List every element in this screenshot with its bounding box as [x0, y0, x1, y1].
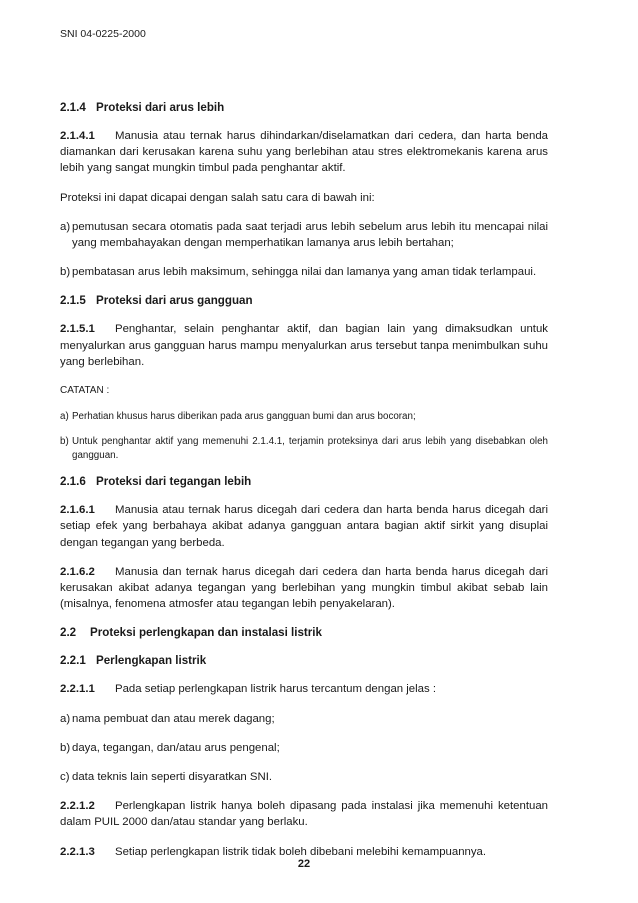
clause-number: 2.1.6.1: [60, 504, 95, 517]
paragraph: [60, 502, 548, 551]
section-number: 2.2.1: [60, 654, 86, 668]
clause-number: 2.2.1.3: [60, 845, 95, 858]
paragraph-text: Pada setiap perlengkapan listrik harus tercantum dengan jelas :: [115, 683, 437, 696]
section-number: 2.1.5: [60, 294, 86, 308]
list-item: [60, 264, 548, 280]
paragraph-text: Perlengkapan listrik hanya boleh dipasang pada instalasi jika memenuhi ketentuan dalam PUIL 2000 dan/atau standar yang berlaku.: [60, 800, 548, 829]
document-page: [60, 0, 548, 903]
list-text: Perhatian khusus harus diberikan pada arus gangguan bumi dan arus bocoran;: [72, 411, 416, 423]
section-heading: [60, 100, 548, 115]
list-item: [60, 711, 548, 727]
paragraph-text: Manusia atau ternak harus dihindarkan/diselamatkan dari cedera, dan harta benda diamankan dari kerusakan karena suhu yang berlebihan atau stres elektromekanis karena arus lebih yang sangat mungkin timbul pada penghantar aktif.: [60, 130, 548, 175]
section-title: Proteksi dari arus lebih: [96, 101, 225, 114]
paragraph: [60, 798, 548, 830]
list-item: [60, 740, 548, 756]
list-label: b): [60, 266, 71, 279]
list-item: [60, 219, 548, 251]
list-item: [60, 410, 548, 424]
document-body: [60, 100, 548, 873]
list-item: [60, 769, 548, 785]
clause-number: 2.1.4.1: [60, 130, 95, 142]
paragraph-text: Manusia atau ternak harus dicegah dari cedera dan harta benda harus dicegah dari setiap efek yang berbahaya akibat adanya gangguan antara bagian aktif sirkit yang disuplai dengan tegangan yang berbeda.: [60, 504, 548, 549]
note-label: CATATAN :: [60, 385, 110, 397]
clause-number: 2.1.6.2: [60, 565, 95, 578]
paragraph: [60, 681, 548, 697]
section-number: 2.1.6: [60, 475, 86, 489]
clause-number: 2.2.1.1: [60, 683, 95, 696]
section-number: 2.1.4: [60, 101, 86, 114]
section-heading: [60, 474, 548, 489]
list-text: pemutusan secara otomatis pada saat terjadi arus lebih sebelum arus lebih itu mencapai nilai yang membahayakan dengan memperhatikan lamanya arus lebih bertahan;: [72, 220, 548, 250]
list-item: [60, 435, 548, 463]
paragraph-text: Setiap perlengkapan listrik tidak boleh dibebani melebihi kemampuannya.: [115, 845, 487, 858]
paragraph-text: Penghantar, selain penghantar aktif, dan bagian lain yang dimaksudkan untuk menyalurkan arus gangguan harus mampu menyalurkan arus tersebut tanpa menimbulkan suhu yang berlebihan.: [60, 323, 548, 368]
paragraph: [60, 321, 548, 370]
paragraph: [60, 564, 548, 613]
clause-number: 2.2.1.2: [60, 800, 95, 813]
list-text: pembatasan arus lebih maksimum, sehingga nilai dan lamanya yang aman tidak terlampaui.: [72, 266, 537, 279]
list-label: b): [60, 436, 69, 448]
section-title: Proteksi perlengkapan dan instalasi listrik: [90, 626, 322, 640]
paragraph: [60, 128, 548, 177]
clause-number: 2.1.5.1: [60, 323, 95, 336]
list-text: nama pembuat dan atau merek dagang;: [72, 712, 275, 725]
section-title: Perlengkapan listrik: [96, 654, 207, 668]
section-heading: [60, 293, 548, 308]
list-label: a): [60, 411, 69, 423]
section-number: 2.2: [60, 626, 77, 640]
paragraph: [60, 190, 548, 206]
section-title: Proteksi dari arus gangguan: [96, 294, 253, 308]
list-label: a): [60, 712, 71, 725]
paragraph-text: Manusia dan ternak harus dicegah dari cedera dan harta benda harus dicegah dari kerusakan akibat adanya tegangan yang berlebihan yang mungkin timbul akibat sebab lain (misalnya, fenomena atmosfer atau tegangan lebih penyakelaran).: [60, 565, 548, 611]
section-title: Proteksi dari tegangan lebih: [96, 475, 252, 489]
list-text: daya, tegangan, dan/atau arus pengenal;: [72, 741, 280, 754]
list-text: data teknis lain seperti disyaratkan SNI.: [72, 771, 273, 784]
list-label: a): [60, 220, 71, 233]
section-heading: [60, 625, 548, 640]
list-text: Untuk penghantar aktif yang memenuhi 2.1.4.1, terjamin proteksinya dari arus lebih yang disebabkan oleh gangguan.: [72, 436, 548, 462]
section-heading: [60, 653, 548, 668]
document-header: SNI 04-0225-2000: [60, 28, 146, 40]
page-number: 22: [297, 858, 311, 870]
list-label: b): [60, 741, 71, 754]
list-label: c): [60, 771, 70, 784]
paragraph-text: Proteksi ini dapat dicapai dengan salah satu cara di bawah ini:: [60, 191, 375, 204]
